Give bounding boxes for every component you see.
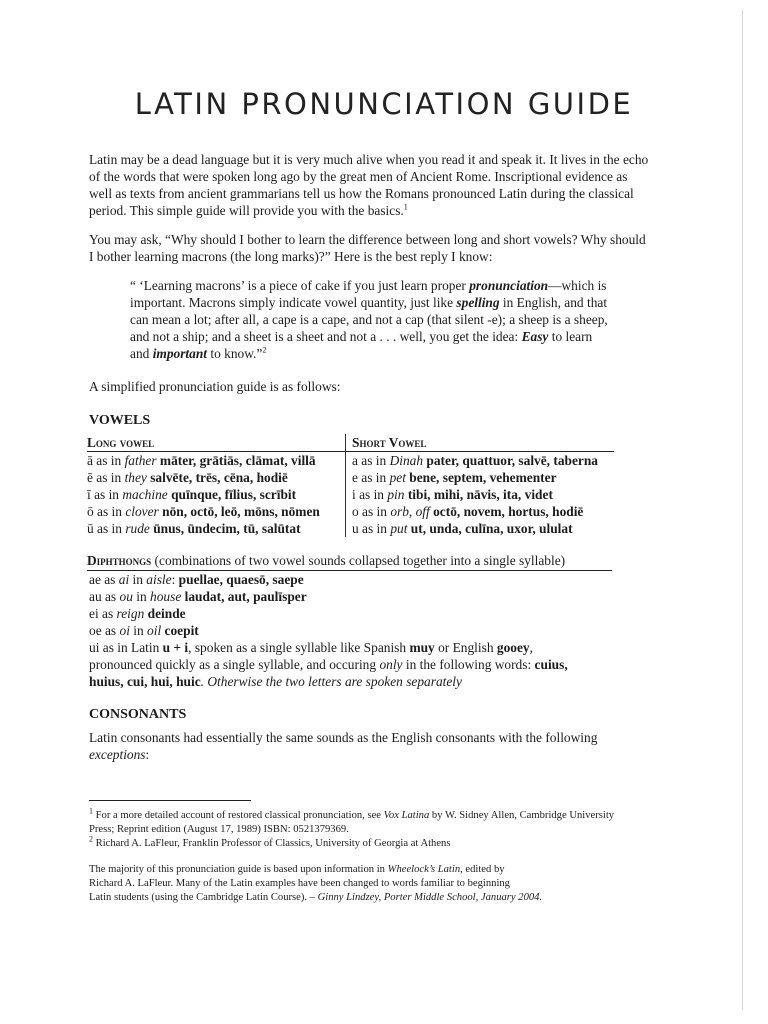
diphthong-ui: ui as in Latin u + i, spoken as a single syllable like Spanish muy or English gooey, bbox=[89, 640, 533, 655]
long-vowel-cell: ē as in they salvēte, trēs, cēna, hodiē bbox=[87, 470, 288, 485]
consonants-paragraph: Latin consonants had essentially the same sounds as the English consonants with the following exceptions: bbox=[89, 730, 598, 762]
question-line: You may ask, “Why should I bother to learn the difference between long and short vowels? Why should bbox=[89, 232, 646, 247]
short-vowel-cell: e as in pet bene, septem, vehementer bbox=[345, 469, 614, 486]
long-vowel-cell: ī as in machine quīnque, fīlius, scrībit bbox=[87, 487, 297, 502]
vowel-table-header bbox=[87, 433, 614, 452]
vowel-table bbox=[87, 433, 614, 537]
footnote-1: $^1$ For a more detailed account of restored classical pronunciation, see Vox Latina by W. Sidney Allen, Cambridge University bbox=[89, 806, 615, 821]
intro-line: well as texts from ancient grammarians tell us how the Romans pronounced Latin during the classical bbox=[89, 186, 634, 201]
short-vowel-cell: a as in Dinah pater, quattuor, salvē, taberna bbox=[345, 452, 614, 469]
diphthongs-heading: Diphthongs (combinations of two vowel sounds collapsed together into a single syllable) bbox=[87, 552, 612, 571]
footnote-1-cont: Press; Reprint edition (August 17, 1989) ISBN: 0521379369. bbox=[89, 824, 349, 835]
short-vowel-cell: o as in orb, off octō, novem, hortus, hodiē bbox=[345, 503, 614, 520]
footnote-ref-1[interactable]: 1 bbox=[403, 202, 408, 212]
intro-line: period. This simple guide will provide you with the basics.$^1$ bbox=[89, 202, 408, 218]
diphthong-list bbox=[89, 571, 689, 690]
diphthong-item: oe as oi in oil coepit bbox=[89, 623, 199, 638]
diphthong-item: ei as reign deinde bbox=[89, 606, 186, 621]
consonants-heading: CONSONANTS bbox=[89, 707, 187, 722]
vowel-row bbox=[87, 486, 614, 503]
long-vowel-cell: ō as in clover nōn, octō, leō, mōns, nōmen bbox=[87, 504, 320, 519]
vowel-row bbox=[87, 452, 614, 469]
vowel-row bbox=[87, 520, 614, 537]
intro-line: of the words that were spoken long ago by the great men of Ancient Rome. Inscriptional evidence as bbox=[89, 169, 628, 184]
diphthong-ui-note: pronounced quickly as a single syllable, and occuring only in the following words: cuius, bbox=[89, 657, 568, 672]
short-vowel-cell: u as in put ut, unda, culīna, uxor, ululat bbox=[345, 520, 614, 537]
long-vowel-header: Long vowel bbox=[87, 434, 155, 450]
credit-line: The majority of this pronunciation guide is based upon information in Wheelock’s Latin, edited by bbox=[89, 864, 505, 875]
credit-line: Richard A. LaFleur. Many of the Latin examples have been changed to words familiar to beginning bbox=[89, 878, 510, 889]
macron-quote: “ ‘Learning macrons’ is a piece of cake if you just learn proper pronunciation—which is important. Macrons simply indicate vowel quantity, just like spelling in English, and that can mean a lot; after all, a cape is a cape, and not a cap (that silent -e); a sheep is a sheep, and not a ship; and a sheet is a sheet and not a . . . well, you get the idea: Easy to learn and important to know.”$^2$ bbox=[130, 278, 608, 361]
credit-line: Latin students (using the Cambridge Latin Course). – Ginny Lindzey, Porter Middle School, January 2004. bbox=[89, 892, 543, 903]
diphthong-ui-words: huius, cui, hui, huic. Otherwise the two letters are spoken separately bbox=[89, 674, 462, 689]
vowel-row bbox=[87, 469, 614, 486]
vowels-heading: VOWELS bbox=[89, 413, 151, 428]
scan-edge-mark bbox=[742, 10, 743, 1010]
question-line: I bother learning macrons (the long marks)?” Here is the best reply I know: bbox=[89, 249, 493, 264]
simplified-intro: A simplified pronunciation guide is as follows: bbox=[89, 379, 341, 394]
diphthong-item: ae as ai in aisle: puellae, quaesō, saepe bbox=[89, 572, 304, 587]
vowel-row bbox=[87, 503, 614, 520]
question-paragraph bbox=[89, 231, 689, 265]
intro-paragraph bbox=[89, 151, 689, 219]
long-vowel-cell: ā as in father māter, grātiās, clāmat, villā bbox=[87, 453, 316, 468]
footnote-ref-2[interactable]: 2 bbox=[262, 345, 267, 355]
intro-line: Latin may be a dead language but it is very much alive when you read it and speak it. It lives in the echo bbox=[89, 152, 649, 167]
vowel-rows bbox=[87, 452, 614, 537]
footnotes bbox=[89, 806, 689, 905]
long-vowel-cell: ū as in rude ūnus, ūndecim, tū, salūtat bbox=[87, 521, 301, 536]
short-vowel-cell: i as in pin tibi, mihi, nāvis, ita, videt bbox=[345, 486, 614, 503]
footnote-rule bbox=[89, 800, 251, 801]
short-vowel-header: Short Vowel bbox=[345, 434, 614, 451]
diphthong-item: au as ou in house laudat, aut, paulīsper bbox=[89, 589, 307, 604]
footnote-2: $^2$ Richard A. LaFleur, Franklin Professor of Classics, University of Georgia at Athens bbox=[89, 834, 451, 849]
page-title: LATIN PRONUNCIATION GUIDE bbox=[134, 87, 634, 121]
